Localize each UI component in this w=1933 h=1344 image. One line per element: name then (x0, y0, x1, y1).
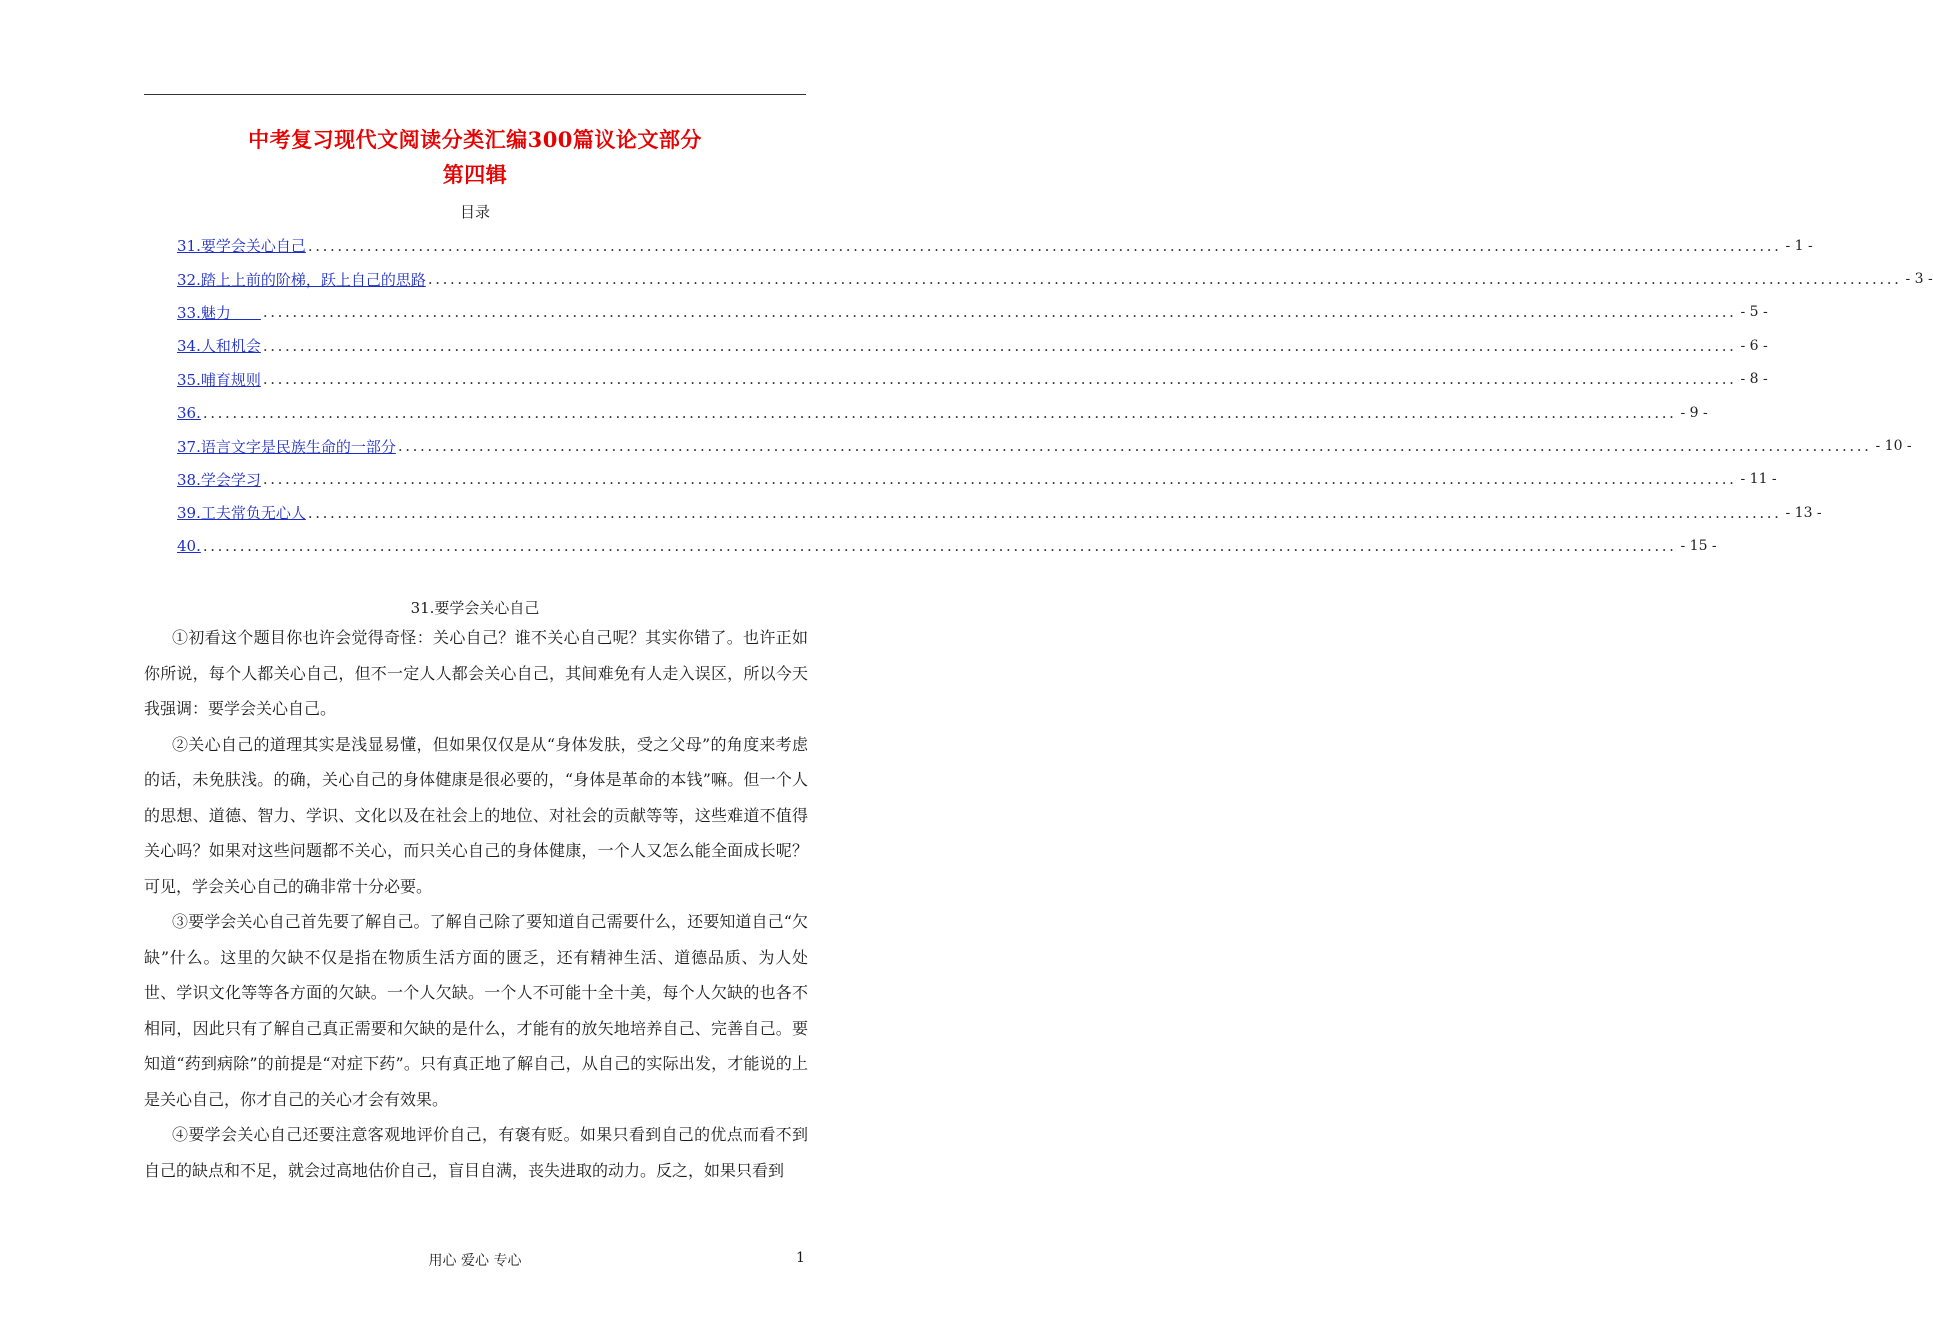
document-title: 中考复习现代文阅读分类汇编300篇议论文部分 (248, 127, 702, 152)
table-of-contents (177, 229, 1933, 563)
toc-entry[interactable] (177, 229, 1813, 262)
article-paragraph: ①初看这个题目你也许会觉得奇怪：关心自己？谁不关心自己呢？其实你错了。也许正如你所说，每个人都关心自己，但不一定人人都会关心自己，其间难免有人走入误区，所以今天我强调：要学会关心自己。 (144, 628, 808, 718)
toc-page-number: - 3 - (1905, 271, 1933, 288)
page-number: 1 (796, 1250, 805, 1266)
toc-link[interactable]: 39.工夫常负无心人 (177, 504, 306, 523)
toc-entry[interactable] (177, 463, 1777, 496)
article-body (144, 620, 808, 1188)
toc-leader-dots: ........................................................................................................................................................................................................ (307, 236, 1782, 255)
toc-page-number: - 9 - (1680, 404, 1708, 421)
header-rule (144, 94, 806, 95)
toc-link[interactable]: 31.要学会关心自己 (177, 237, 306, 256)
toc-link[interactable]: 32.踏上上前的阶梯，跃上自己的思路 (177, 270, 426, 289)
toc-leader-dots: ........................................................................................................................................................................................................ (262, 370, 1737, 389)
toc-leader-dots: ........................................................................................................................................................................................................ (262, 470, 1737, 489)
toc-leader-dots: ........................................................................................................................................................................................................ (262, 336, 1737, 355)
page-footer: 用心 爱心 专心 (428, 1253, 522, 1269)
toc-entry[interactable] (177, 429, 1912, 462)
toc-link[interactable]: 37.语言文字是民族生命的一部分 (177, 437, 396, 456)
toc-leader-dots: ........................................................................................................................................................................................................ (397, 437, 1872, 456)
toc-page-number: - 8 - (1740, 371, 1768, 388)
toc-page-number: - 1 - (1785, 237, 1813, 254)
toc-leader-dots: ........................................................................................................................................................................................................ (202, 537, 1677, 556)
article-paragraph: ③要学会关心自己首先要了解自己。了解自己除了要知道自己需要什么，还要知道自己“欠缺”什么。这里的欠缺不仅是指在物质生活方面的匮乏，还有精神生活、道德品质、为人处世、学识文化等等各方面的欠缺。一个人欠缺。一个人不可能十全十美，每个人欠缺的也各不相同，因此只有了解自己真正需要和欠缺的是什么，才能有的放矢地培养自己、完善自己。要知道“药到病除”的前提是“对症下药”。只有真正地了解自己，从自己的实际出发，才能说的上是关心自己，你才自己的关心才会有效果。 (144, 912, 808, 1109)
toc-leader-dots: ........................................................................................................................................................................................................ (202, 403, 1677, 422)
toc-entry[interactable] (177, 396, 1708, 429)
toc-leader-dots: ........................................................................................................................................................................................................ (427, 270, 1902, 289)
article-paragraph: ④要学会关心自己还要注意客观地评价自己，有褒有贬。如果只看到自己的优点而看不到自己的缺点和不足，就会过高地估价自己，盲目自满，丧失进取的动力。反之，如果只看到 (144, 1125, 808, 1180)
toc-page-number: - 13 - (1785, 504, 1822, 521)
article-title: 31.要学会关心自己 (410, 599, 540, 617)
toc-leader-dots: ........................................................................................................................................................................................................ (307, 503, 1782, 522)
toc-entry[interactable] (177, 296, 1768, 329)
toc-page-number: - 10 - (1875, 438, 1912, 455)
toc-page-number: - 11 - (1740, 471, 1777, 488)
document-subtitle: 第四辑 (442, 162, 508, 187)
toc-link[interactable]: 40. (177, 537, 201, 556)
toc-entry[interactable] (177, 363, 1768, 396)
toc-link[interactable]: 35.哺育规则 (177, 370, 261, 389)
toc-entry[interactable] (177, 262, 1933, 295)
toc-page-number: - 6 - (1740, 337, 1768, 354)
toc-entry[interactable] (177, 530, 1717, 563)
toc-link[interactable]: 36. (177, 403, 201, 422)
toc-heading: 目录 (459, 203, 490, 221)
article-paragraph: ②关心自己的道理其实是浅显易懂，但如果仅仅是从“身体发肤，受之父母”的角度来考虑的话，未免肤浅。的确，关心自己的身体健康是很必要的，“身体是革命的本钱”嘛。但一个人的思想、道德、智力、学识、文化以及在社会上的地位、对社会的贡献等等，这些难道不值得关心吗？如果对这些问题都不关心，而只关心自己的身体健康，一个人又怎么能全面成长呢？可见，学会关心自己的确非常十分必要。 (144, 734, 808, 896)
toc-entry[interactable] (177, 329, 1768, 362)
toc-page-number: - 5 - (1740, 304, 1768, 321)
toc-link[interactable]: 33.魅力 (177, 303, 261, 322)
toc-leader-dots: ........................................................................................................................................................................................................ (262, 303, 1737, 322)
toc-page-number: - 15 - (1680, 538, 1717, 555)
toc-link[interactable]: 34.人和机会 (177, 337, 261, 356)
toc-entry[interactable] (177, 496, 1822, 529)
toc-link[interactable]: 38.学会学习 (177, 470, 261, 489)
